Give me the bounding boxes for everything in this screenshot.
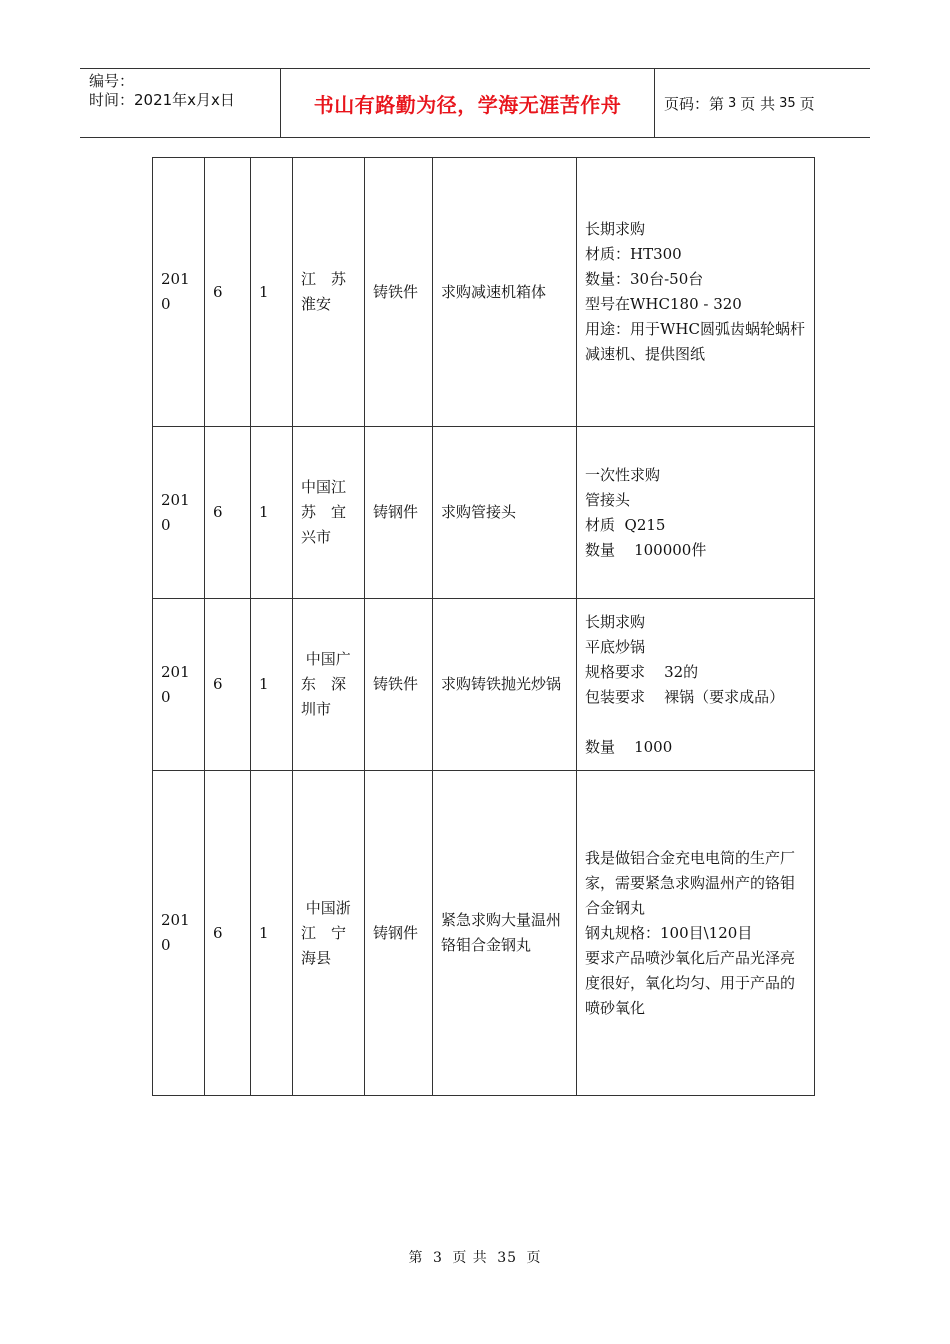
table-row [153, 427, 815, 599]
location-cell [293, 158, 365, 427]
location-line: 中国浙 [301, 898, 351, 917]
location-line: 东 深 [301, 675, 347, 693]
location-line: 苏 宜 [301, 503, 347, 521]
detail-cell [577, 158, 815, 427]
table-row [153, 599, 815, 771]
title-cell: 求购铸铁抛光炒锅 [433, 599, 577, 771]
page-mid: 页 共 [740, 94, 776, 113]
detail-line: 规格要求 32的 [585, 662, 699, 681]
page-footer [0, 1247, 950, 1267]
title-cell: 紧急求购大量温州铬钼合金钢丸 [433, 771, 577, 1096]
detail-line: 要求产品喷沙氧化后产品光泽亮度很好，氧化均匀、用于产品的喷砂氧化 [585, 948, 796, 1017]
location-line: 圳市 [301, 700, 332, 718]
detail-line: 用途：用于WHC圆弧齿蜗轮蜗杆减速机、提供图纸 [585, 320, 805, 363]
year-cell: 2010 [153, 427, 205, 599]
detail-line: 长期求购 [585, 612, 646, 631]
detail-cell [577, 427, 815, 599]
category-cell: 铸钢件 [365, 427, 433, 599]
table-row [153, 771, 815, 1096]
footer-current: 3 [432, 1250, 443, 1266]
location-line: 江 宁 [301, 923, 347, 942]
month-cell: 6 [205, 771, 251, 1096]
month-cell: 6 [205, 599, 251, 771]
day-cell: 1 [251, 771, 293, 1096]
detail-line [585, 710, 806, 735]
detail-cell [577, 771, 815, 1096]
title-cell: 求购减速机箱体 [433, 158, 577, 427]
detail-line: 包装要求 裸锅（要求成品） [585, 687, 785, 706]
header-motto-cell [281, 69, 655, 137]
time-label: 时间：2021年x月x日 [89, 91, 235, 109]
location-cell [293, 771, 365, 1096]
category-cell: 铸钢件 [365, 771, 433, 1096]
table-row [153, 158, 815, 427]
footer-suffix: 页 [526, 1250, 542, 1266]
header-page-info [655, 69, 870, 137]
month-cell: 6 [205, 427, 251, 599]
purchase-table [152, 157, 815, 1096]
day-cell: 1 [251, 599, 293, 771]
header-meta [80, 69, 281, 137]
location-line: 海县 [301, 948, 332, 967]
page-prefix: 页码：第 [664, 94, 725, 113]
year-cell: 2010 [153, 599, 205, 771]
page-header [80, 68, 870, 138]
footer-mid: 页 共 [452, 1250, 488, 1266]
location-cell [293, 599, 365, 771]
location-cell [293, 427, 365, 599]
detail-line: 平底炒锅 [585, 637, 646, 656]
footer-total: 35 [497, 1250, 518, 1266]
month-cell: 6 [205, 158, 251, 427]
page-current: 3 [728, 95, 737, 111]
location-line: 中国广 [301, 650, 351, 668]
detail-line: 材质 Q215 [585, 515, 666, 534]
detail-line: 管接头 [585, 490, 631, 509]
detail-line: 数量 100000件 [585, 540, 707, 559]
number-label: 编号： [89, 72, 135, 90]
detail-line: 型号在WHC180 - 320 [585, 295, 742, 313]
day-cell: 1 [251, 427, 293, 599]
detail-line: 长期求购 [585, 220, 646, 238]
detail-line: 材质：HT300 [585, 245, 682, 263]
footer-prefix: 第 [408, 1250, 424, 1266]
detail-line: 我是做铝合金充电电筒的生产厂家，需要紧急求购温州产的铬钼合金钢丸 [585, 848, 796, 917]
category-cell: 铸铁件 [365, 599, 433, 771]
detail-cell [577, 599, 815, 771]
location-line: 兴市 [301, 528, 332, 546]
day-cell: 1 [251, 158, 293, 427]
page-total: 35 [779, 95, 796, 111]
title-cell: 求购管接头 [433, 427, 577, 599]
motto: 书山有路勤为径，学海无涯苦作舟 [313, 92, 622, 117]
page-suffix: 页 [799, 94, 815, 113]
detail-line: 一次性求购 [585, 465, 661, 484]
location-line: 中国江 [301, 478, 347, 496]
year-cell: 2010 [153, 771, 205, 1096]
category-cell: 铸铁件 [365, 158, 433, 427]
location-line: 淮安 [301, 295, 332, 313]
detail-line: 钢丸规格：100目\120目 [585, 923, 753, 942]
year-cell: 2010 [153, 158, 205, 427]
detail-line: 数量 1000 [585, 737, 673, 756]
detail-line: 数量：30台-50台 [585, 270, 704, 288]
location-line: 江 苏 [301, 270, 347, 288]
